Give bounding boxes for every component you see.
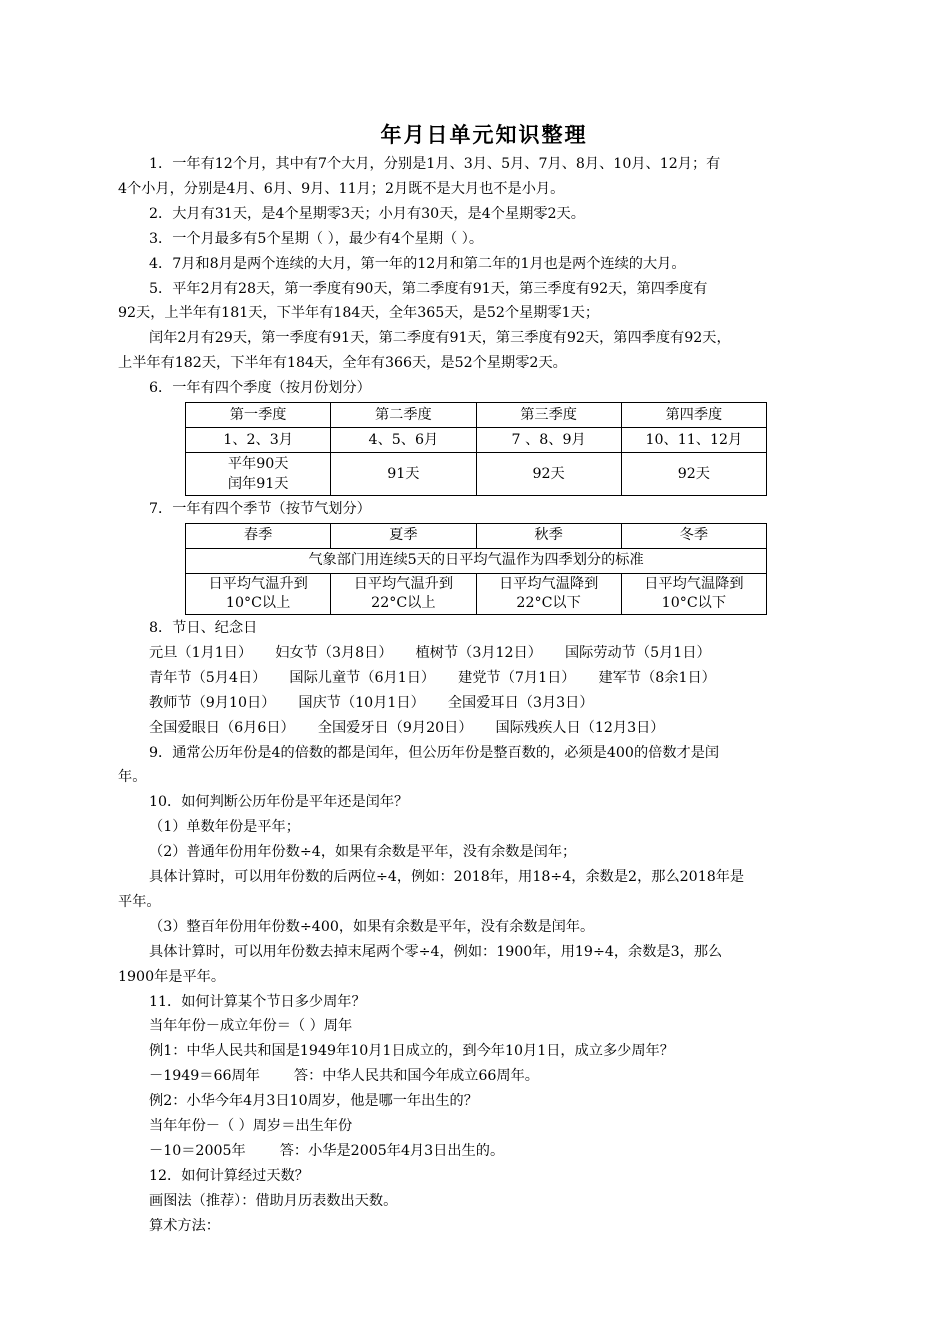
paragraph-9b: 年。 [118,769,147,786]
festival-item: 国庆节（10月1日） [298,694,425,711]
document-page [118,120,850,1239]
festival-line [118,641,850,666]
example-1-calc: －1949＝66周年 [149,1068,260,1085]
table-header: 春季 [186,523,331,548]
paragraph-1a: 1．一年有12个月，其中有7个大月，分别是1月、3月、5月、7月、8月、10月、12月；有 [149,156,721,172]
table-cell-line: 日平均气温降到 [644,575,744,592]
festival-item: 教师节（9月10日） [149,694,276,711]
table-cell: 10、11、12月 [621,428,766,453]
table-cell: 1、2、3月 [186,428,331,453]
example-1: 例1：中华人民共和国是1949年10月1日成立的，到今年10月1日，成立多少周年？ [149,1043,674,1060]
table-cell-line: 日平均气温降到 [498,575,599,592]
paragraph-5c: 闰年2月有29天，第一季度有91天，第二季度有91天，第三季度有92天，第四季度有92天， [149,330,731,347]
table-row [186,523,767,548]
paragraph-5b: 92天，上半年有181天，下半年有184天，全年365天，是52个星期零1天； [118,305,600,322]
table-cell [331,573,476,614]
table-cell [476,573,621,614]
paragraph-10-3a: 具体计算时，可以用年份数去掉末尾两个零÷4，例如：1900年，用19÷4，余数是3，那么 [149,943,723,960]
festival-line [118,666,850,691]
paragraph-3: 3．一个月最多有5个星期（ ），最少有4个星期（ ）。 [149,230,484,247]
festival-item: 元旦（1月1日） [149,644,253,661]
paragraph-10-3: （3）整百年份用年份数÷400，如果有余数是平年，没有余数是闰年。 [149,918,595,935]
example-2-calc: －10＝2005年 [149,1143,246,1159]
paragraph-9a: 9．通常公历年份是4的倍数的都是闰年，但公历年份是整百数的，必须是400的倍数才是闰 [149,744,720,761]
table-cell-line: 22°C以上 [371,594,436,611]
paragraph-6: 6．一年有四个季度（按月份划分） [149,380,371,397]
festival-item: 全国爱牙日（9月20日） [317,719,473,736]
table-cell: 92天 [476,453,621,496]
paragraph-10-2a: 具体计算时，可以用年份数的后两位÷4，例如：2018年，用18÷4，余数是2，那么2018年是 [149,869,745,886]
table-cell-line: 10°C以上 [225,594,291,611]
festival-line [118,691,850,716]
table-header: 第二季度 [331,403,476,428]
example-2-answer [118,1139,850,1164]
page-title: 年月日单元知识整理 [380,122,588,147]
table-cell: 92天 [621,453,766,496]
example-2-answer-text: 答：小华是2005年4月3日出生的。 [279,1143,505,1159]
table-cell-line: 闰年91天 [227,476,289,493]
table-cell [186,453,331,496]
paragraph-5a: 5．平年2月有28天，第一季度有90天，第二季度有91天，第三季度有92天，第四季度有 [149,280,708,297]
festival-line [118,716,850,741]
example-1-answer-text: 答：中华人民共和国今年成立66周年。 [293,1068,539,1085]
paragraph-10-1: （1）单数年份是平年； [149,819,300,836]
festival-item: 青年节（5月4日） [149,669,267,686]
table-header: 第三季度 [476,403,621,428]
festival-item: 国际劳动节（5月1日） [564,644,711,661]
festival-item: 国际残疾人日（12月3日） [495,719,665,736]
table-cell [186,573,331,614]
formula-2: 当年年份－（ ）周岁＝出生年份 [149,1118,353,1135]
table-cell: 气象部门用连续5天的日平均气温作为四季划分的标准 [186,548,767,573]
table-row [186,453,767,496]
table-header: 秋季 [476,523,621,548]
table-header: 冬季 [621,523,766,548]
festival-item: 植树节（3月12日） [415,644,542,661]
festival-item: 全国爱耳日（3月3日） [447,694,594,711]
table-cell-line: 日平均气温升到 [353,575,454,592]
table-cell-line: 22°C以下 [516,594,581,611]
formula-1: 当年年份－成立年份＝（ ）周年 [149,1018,353,1035]
table-row [186,428,767,453]
example-2: 例2：小华今年4月3日10周岁，他是哪一年出生的？ [149,1093,478,1110]
paragraph-10: 10．如何判断公历年份是平年还是闰年？ [149,794,409,811]
paragraph-11: 11．如何计算某个节日多少周年？ [149,993,366,1010]
paragraph-8: 8．节日、纪念日 [149,619,258,636]
quarters-table [185,402,767,496]
paragraph-5d: 上半年有182天，下半年有184天，全年有366天，是52个星期零2天。 [118,355,567,372]
paragraph-2: 2．大月有31天，是4个星期零3天；小月有30天，是4个星期零2天。 [149,205,585,222]
paragraph-12-2: 算术方法： [149,1217,220,1234]
festival-item: 建军节（8余1日） [598,669,716,686]
table-cell-line: 10°C以下 [661,594,727,611]
festival-item: 全国爱眼日（6月6日） [149,719,295,736]
paragraph-12-1: 画图法（推荐）：借助月历表数出天数。 [149,1192,398,1209]
festival-item: 建党节（7月1日） [458,669,576,686]
table-cell [621,573,766,614]
table-header: 第一季度 [186,403,331,428]
table-cell: 91天 [331,453,476,496]
table-header: 第四季度 [621,403,766,428]
paragraph-10-3b: 1900年是平年。 [118,968,226,985]
table-cell: 7 、8、9月 [476,428,621,453]
paragraph-4: 4．7月和8月是两个连续的大月，第一年的12月和第二年的1月也是两个连续的大月。 [149,255,686,272]
example-1-answer [118,1064,850,1089]
table-cell-line: 日平均气温升到 [208,575,308,592]
paragraph-7: 7．一年有四个季节（按节气划分） [149,501,371,518]
paragraph-12: 12．如何计算经过天数？ [149,1167,309,1184]
festival-item: 国际儿童节（6月1日） [289,669,436,686]
paragraph-10-2b: 平年。 [118,893,161,910]
paragraph-10-2: （2）普通年份用年份数÷4，如果有余数是平年，没有余数是闰年； [149,844,577,861]
table-row [186,403,767,428]
table-row [186,548,767,573]
table-cell: 4、5、6月 [331,428,476,453]
table-row [186,573,767,614]
paragraph-1b: 4个小月，分别是4月、6月、9月、11月；2月既不是大月也不是小月。 [118,180,565,197]
table-cell-line: 平年90天 [227,456,289,473]
table-header: 夏季 [331,523,476,548]
seasons-table [185,523,767,615]
festival-item: 妇女节（3月8日） [275,644,393,661]
